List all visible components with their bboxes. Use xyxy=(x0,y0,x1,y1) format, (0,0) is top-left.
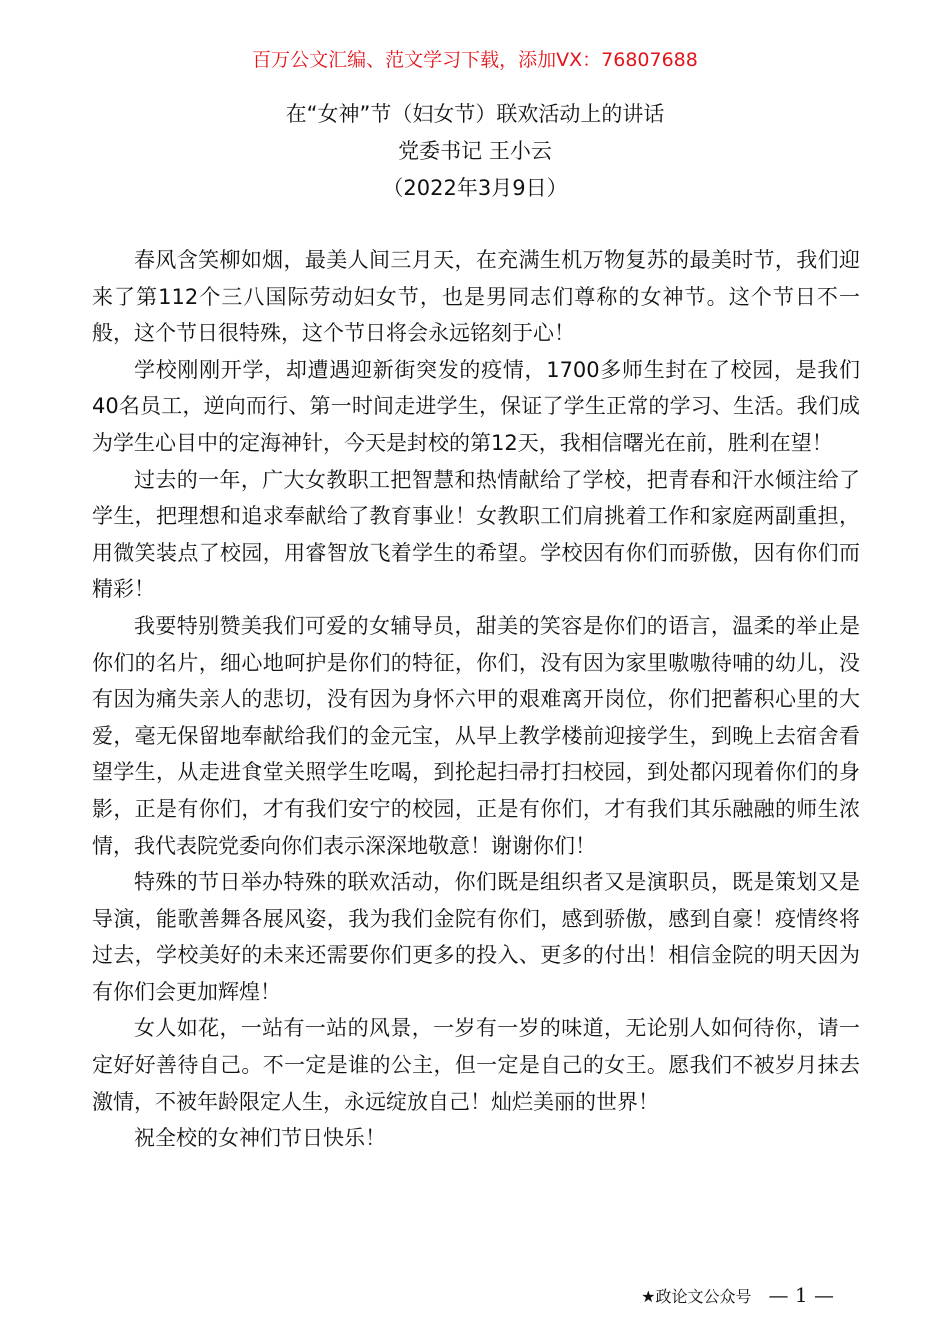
paragraph-2: 学校刚刚开学，却遭遇迎新街突发的疫情，1700多师生封在了校园，是我们40名员工，逆向而行、第一时间走进学生，保证了学生正常的学习、生活。我们成为学生心目中的定海神针，今天是封校的第12天，我相信曙光在前，胜利在望！ xyxy=(92,357,860,455)
document-title: 在“女神”节（妇女节）联欢活动上的讲话 xyxy=(285,102,665,126)
title-block xyxy=(0,96,950,207)
page-number: — 1 — xyxy=(768,1283,834,1307)
speech-body xyxy=(92,242,860,1157)
page-footer xyxy=(641,1282,834,1310)
paragraph-5: 特殊的节日举办特殊的联欢活动，你们既是组织者又是演职员，既是策划又是导演，能歌善舞各展风姿，我为我们金院有你们，感到骄傲，感到自豪！疫情终将过去，学校美好的未来还需要你们更多的投入、更多的付出！相信金院的明天因为有你们会更加辉煌！ xyxy=(92,870,860,1004)
document-date: （2022年3月9日） xyxy=(382,176,568,200)
paragraph-4: 我要特别赞美我们可爱的女辅导员，甜美的笑容是你们的语言，温柔的举止是你们的名片，细心地呵护是你们的特征，你们，没有因为家里嗷嗷待哺的幼儿，没有因为痛失亲人的悲切，没有因为身怀六甲的艰难离开岗位，你们把蓄积心里的大爱，毫无保留地奉献给我们的金元宝，从早上教学楼前迎接学生，到晚上去宿舍看望学生，从走进食堂关照学生吃喝，到抡起扫帚打扫校园，到处都闪现着你们的身影，正是有你们，才有我们安宁的校园，正是有你们，才有我们其乐融融的师生浓情，我代表院党委向你们表示深深地敬意！谢谢你们！ xyxy=(92,613,860,858)
paragraph-1: 春风含笑柳如烟，最美人间三月天，在充满生机万物复苏的最美时节，我们迎来了第112个三八国际劳动妇女节，也是男同志们尊称的女神节。这个节日不一般，这个节日很特殊，这个节日将会永远铭刻于心！ xyxy=(92,248,860,346)
footer-source: ★政论文公众号 xyxy=(641,1287,752,1306)
document-author: 党委书记 王小云 xyxy=(398,139,552,163)
paragraph-7: 祝全校的女神们节日快乐！ xyxy=(134,1126,386,1151)
paragraph-6: 女人如花，一站有一站的风景，一岁有一岁的味道，无论别人如何待你，请一定好好善待自己。不一定是谁的公主，但一定是自己的女王。愿我们不被岁月抹去激情，不被年龄限定人生，永远绽放自己！灿烂美丽的世界！ xyxy=(92,1016,860,1114)
header-banner: 百万公文汇编、范文学习下载，添加VX：76807688 xyxy=(252,49,698,71)
paragraph-3: 过去的一年，广大女教职工把智慧和热情献给了学校，把青春和汗水倾注给了学生，把理想和追求奉献给了教育事业！女教职工们肩挑着工作和家庭两副重担，用微笑装点了校园，用睿智放飞着学生的希望。学校因有你们而骄傲，因有你们而精彩！ xyxy=(92,467,860,602)
